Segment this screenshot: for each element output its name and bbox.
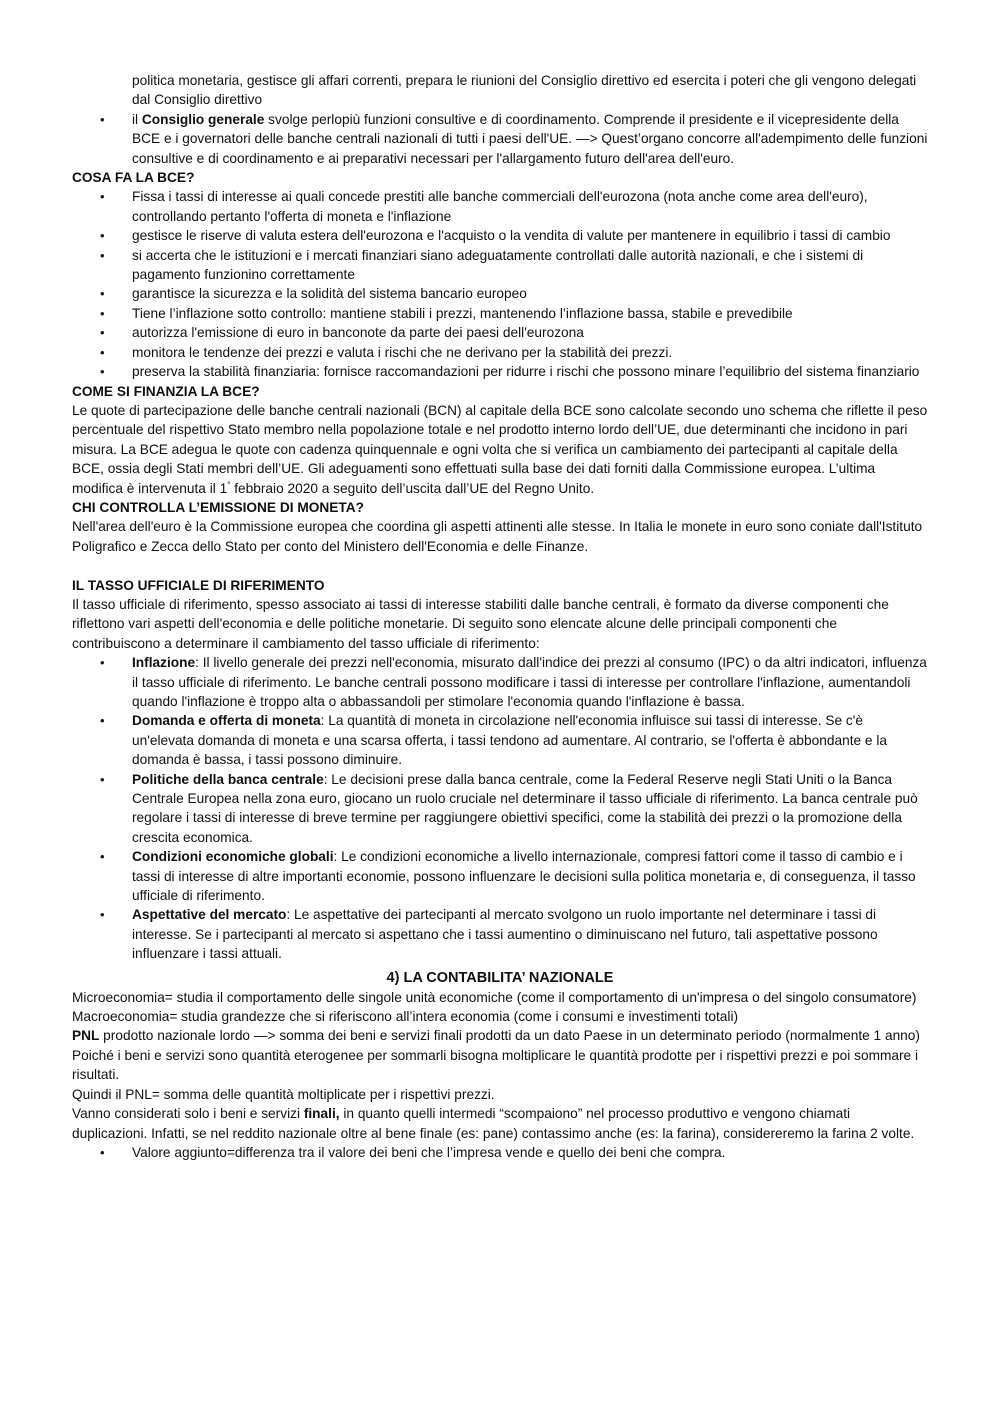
intro-continuation: politica monetaria, gestisce gli affari correnti, prepara le riunioni del Consiglio direttivo ed esercita i poteri che gli vengono delegati dal Consiglio direttivo: [132, 73, 917, 108]
bullet-icon: •: [100, 305, 105, 321]
paragraph-macro: Macroeconomia= studia grandezze che si riferiscono all’intera economia (come i consumi e investimenti totali): [72, 1009, 739, 1025]
list-item: • Domanda e offerta di moneta: La quantità di moneta in circolazione nell'economia influisce sui tassi di interesse. Se c'è un'elevata domanda di moneta e una scarsa offerta, i tassi tendono ad aumentare. Al contrario, se l'offerta è abbondante e la domanda è bassa, i tassi possono diminuire.: [100, 713, 887, 768]
bullet-icon: •: [100, 1144, 105, 1160]
list-item: • garantisce la sicurezza e la solidità del sistema bancario europeo: [72, 284, 928, 303]
bullet-icon: •: [100, 286, 105, 302]
bullet-icon: •: [100, 247, 105, 263]
bullet-icon: •: [100, 111, 105, 127]
bullet-icon: •: [100, 849, 105, 865]
paragraph-vanno: Vanno considerati solo i beni e servizi finali, in quanto quelli intermedi “scompaiono” nel processo produttivo e vengono chiamati duplicazioni. Infatti, se nel reddito nazionale oltre al bene finale (es: pane) contassimo anche (es: la farina), considereremo la farina 2 volte.: [72, 1106, 915, 1141]
bullet-icon: •: [100, 364, 105, 380]
list-item-consiglio-generale: • il Consiglio generale svolge perlopiù funzioni consultive e di coordinamento. Comprende il presidente e il vicepresidente della BCE e i governatori delle banche centrali nazionali di tutti i paesi dell'UE. —> Quest’organo concorre all'adempimento delle funzioni consultive e di coordinamento e ai preparativi necessari per l'allargamento futuro dell'area dell'euro.: [100, 111, 928, 166]
list-item: • Valore aggiunto=differenza tra il valore dei beni che l’impresa vende e quello dei beni che compra.: [72, 1143, 928, 1162]
list-item: • Politiche della banca centrale: Le decisioni prese dalla banca centrale, come la Federal Reserve negli Stati Uniti o la Banca Centrale Europea nella zona euro, giocano un ruolo cruciale nel determinare il tasso ufficiale di riferimento. La banca centrale può regolare i tassi di interesse di breve termine per raggiungere obiettivi specifici, come la stabilità dei prezzi o la promozione della crescita economica.: [100, 771, 918, 845]
list-item: • Aspettative del mercato: Le aspettative dei partecipanti al mercato svolgono un ruolo importante nel determinare i tassi di interesse. Se i partecipanti al mercato si aspettano che i tassi aumentino o diminuiscano nel futuro, tali aspettative possono influenzare i tassi attuali.: [100, 907, 878, 962]
term-consiglio-generale: Consiglio generale: [141, 111, 265, 127]
bullet-icon: •: [100, 771, 105, 787]
list-item: • autorizza l'emissione di euro in banconote da parte dei paesi dell'eurozona: [72, 323, 928, 342]
chapter-title: 4) LA CONTABILITA’ NAZIONALE: [386, 969, 614, 986]
spacer: [72, 556, 928, 575]
paragraph-tasso-intro: Il tasso ufficiale di riferimento, spesso associato ai tassi di interesse stabiliti dalle banche centrali, è formato da diverse componenti che riflettono vari aspetti dell'economia e delle politiche monetarie. Di seguito sono elencate alcune delle principali componenti che contribuiscono a determinare il cambiamento del tasso ufficiale di riferimento:: [72, 596, 889, 651]
bullet-icon: •: [100, 325, 105, 341]
organi-list: [72, 110, 928, 168]
paragraph-quindi: Quindi il PNL= somma delle quantità moltiplicate per i rispettivi prezzi.: [72, 1086, 495, 1102]
bullet-icon: •: [100, 655, 105, 671]
paragraph-pnl: PNL prodotto nazionale lordo —> somma dei beni e servizi finali prodotti da un dato Paese in un determinato periodo (normalmente 1 anno): [72, 1028, 920, 1044]
bullet-icon: •: [100, 228, 105, 244]
list-item: • preserva la stabilità finanziaria: fornisce raccomandazioni per ridurre i rischi che possono minare l’equilibrio del sistema finanziario: [72, 362, 928, 381]
heading-tasso: IL TASSO UFFICIALE DI RIFERIMENTO: [72, 577, 325, 593]
heading-emissione: CHI CONTROLLA L’EMISSIONE DI MONETA?: [72, 499, 364, 515]
bullet-icon: •: [100, 344, 105, 360]
heading-finanzia: COME SI FINANZIA LA BCE?: [72, 383, 260, 399]
bullet-icon: •: [100, 189, 105, 205]
list-item: • Condizioni economiche globali: Le condizioni economiche a livello internazionale, compresi fattori come il tasso di cambio e i tassi di interesse di altre importanti economie, possono influenzare le decisioni sulla politica monetaria e, di conseguenza, il tasso ufficiale di riferimento.: [100, 849, 916, 904]
list-item: • gestisce le riserve di valuta estera dell'eurozona e l'acquisto o la vendita di valute per mantenere in equilibrio i tassi di cambio: [72, 226, 928, 245]
paragraph-emissione: Nell'area dell'euro è la Commissione europea che coordina gli aspetti attinenti alle stesse. In Italia le monete in euro sono coniate dall'Istituto Poligrafico e Zecca dello Stato per conto del Ministero dell'Economia e delle Finanze.: [72, 519, 923, 554]
valore-list: [72, 1143, 928, 1162]
bullet-icon: •: [100, 713, 105, 729]
list-item: • Inflazione: Il livello generale dei prezzi nell'economia, misurato dall'indice dei prezzi al consumo (IPC) o da altri indicatori, influenza il tasso ufficiale di riferimento. Le banche centrali possono modificare i tassi di interesse per controllare l'inflazione, aumentandoli quando l'inflazione è troppo alta o abbassandoli per stimolare l'economia quando l'inflazione è bassa.: [100, 655, 927, 709]
paragraph-micro: Microeconomia= studia il comportamento delle singole unità economiche (come il comportamento di un'impresa o del singolo consumatore): [72, 989, 917, 1005]
document-page: [72, 71, 928, 1162]
cosa-fa-list: [72, 187, 928, 381]
paragraph-poiche: Poiché i beni e servizi sono quantità eterogenee per sommarli bisogna moltiplicare le quantità prodotte per i rispettivi prezzi e poi sommare i risultati.: [72, 1047, 919, 1083]
list-item: • si accerta che le istituzioni e i mercati finanziari siano adeguatamente controllati dalle autorità nazionali, e che i sistemi di pagamento funzionino correttamente: [100, 247, 864, 283]
paragraph-finanzia: Le quote di partecipazione delle banche centrali nazionali (BCN) al capitale della BCE sono calcolate secondo uno schema che riflette il peso percentuale del rispettivo Stato membro nella popolazione totale e nel prodotto interno lordo dell’UE, due determinanti che incidono in pari misura. La BCE adegua le quote con cadenza quinquennale e ogni volta che si verifica un cambiamento dei partecipanti al capitale della BCE, ossia degli Stati membri dell’UE. Gli adeguamenti sono effettuati sulla base dei dati forniti dalla Commissione europea. L’ultima modifica è intervenuta il 1° febbraio 2020 a seguito dell’uscita dall’UE del Regno Unito.: [72, 402, 928, 496]
list-item: • Fissa i tassi di interesse ai quali concede prestiti alle banche commerciali dell'eurozona (nota anche come area dell'euro), controllando pertanto l'offerta di moneta e l'inflazione: [100, 189, 868, 224]
list-item: • Tiene l’inflazione sotto controllo: mantiene stabili i prezzi, mantenendo l’inflazione bassa, stabile e prevedibile: [72, 304, 928, 323]
bullet-icon: •: [100, 907, 105, 923]
tasso-list: [72, 653, 928, 964]
list-item: • monitora le tendenze dei prezzi e valuta i rischi che ne derivano per la stabilità dei prezzi.: [72, 343, 928, 362]
heading-cosa-fa: COSA FA LA BCE?: [72, 170, 195, 186]
